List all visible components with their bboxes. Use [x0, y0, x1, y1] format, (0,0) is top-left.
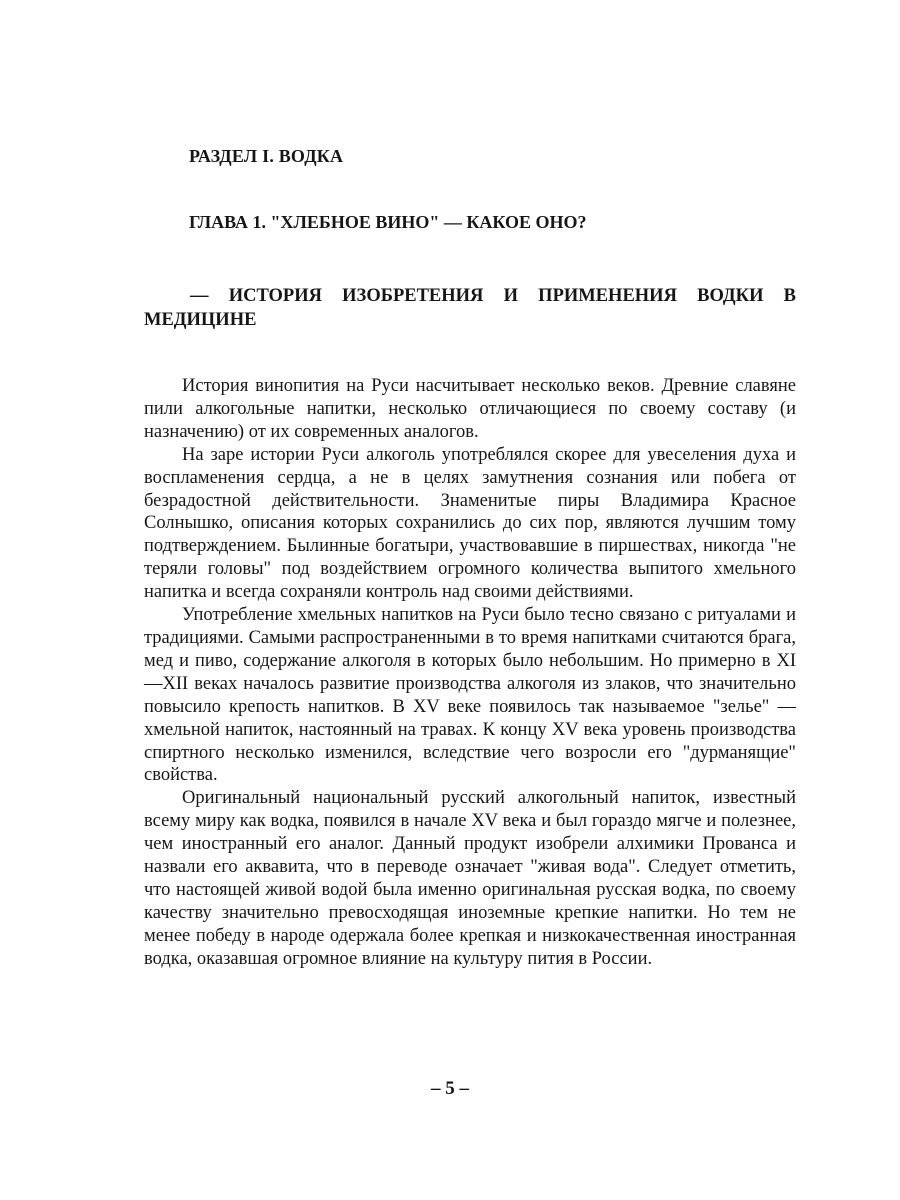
body-text [144, 375, 796, 971]
paragraph-2: На заре истории Руси алкоголь употреблялся скорее для увеселения духа и воспламенения сердца, а не в целях замутнения сознания или побега от безрадостной действительности. Знаменитые пиры Владимира Красное Солнышко, описания которых сохранились до сих пор, являются лучшим тому подтверждением. Былинные богатыри, участвовавшие в пиршествах, никогда "не теряли головы" под воздействием огромного количества выпитого хмельного напитка и всегда сохраняли контроль над своими действиями. [144, 444, 796, 603]
section-title: РАЗДЕЛ I. ВОДКА [189, 146, 344, 166]
paragraph-4: Оригинальный национальный русский алкогольный напиток, известный всему миру как водка, появился в начале XV века и был гораздо мягче и полезнее, чем иностранный его аналог. Данный продукт изобрели алхимики Прованса и назвали его аквавита, что в переводе означает "живая вода". Следует отметить, что настоящей живой водой была именно оригинальная русская водка, по своему качеству значительно превосходящая иноземные крепкие напитки. Но тем не менее победу в народе одержала более крепкая и низкокачественная иностранная водка, оказавшая огромное влияние на культуру пития в России. [144, 788, 796, 969]
paragraph-1: История винопития на Руси насчитывает несколько веков. Древние славяне пили алкогольные напитки, несколько отличающиеся по своему составу (и назначению) от их современных аналогов. [144, 376, 796, 442]
page-number: – 5 – [431, 1078, 469, 1099]
paragraph-3: Употребление хмельных напитков на Руси было тесно связано с ритуалами и традициями. Самыми распространенными в то время напитками считаются брага, мед и пиво, содержание алкоголя в которых было небольшим. Но примерно в XI—XII веках началось развитие производства алкоголя из злаков, что значительно повысило крепость напитков. В XV веке появилось так называемое "зелье" — хмельной напиток, настоянный на травах. К концу XV века уровень производства спиртного несколько изменился, вследствие чего возросли его "дурманящие" свойства. [144, 605, 796, 786]
chapter-title: ГЛАВА 1. "ХЛЕБНОЕ ВИНО" — КАКОЕ ОНО? [189, 212, 587, 232]
subsection-title: — ИСТОРИЯ ИЗОБРЕТЕНИЯ И ПРИМЕНЕНИЯ ВОДКИ В МЕДИЦИНЕ [144, 286, 796, 330]
